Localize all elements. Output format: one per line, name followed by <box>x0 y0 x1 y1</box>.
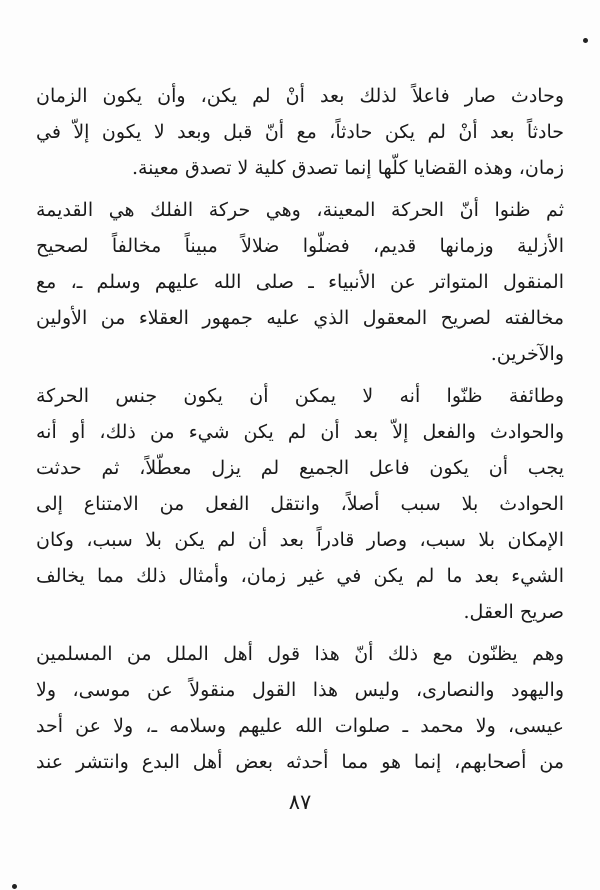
text-line: يجب أن يكون فاعل الجميع لم يزل معطّلاً، ثم حدثت <box>36 457 564 479</box>
text-line: ثم ظنوا أنّ الحركة المعينة، وهي حركة الفلك هي القديمة <box>36 199 564 221</box>
paragraph-2 <box>36 192 564 372</box>
paragraph-3 <box>36 378 564 630</box>
paragraph-4 <box>36 636 564 780</box>
text-line: وهم يظنّون مع ذلك أنّ هذا قول أهل الملل من المسلمين <box>36 643 564 665</box>
text-line: الشيء بعد ما لم يكن في غير زمان، وأمثال ذلك مما يخالف <box>36 565 564 587</box>
text-line: صريح العقل. <box>463 601 564 623</box>
text-line: واليهود والنصارى، وليس هذا القول منقولاً عن موسى، ولا <box>36 679 564 701</box>
page-number: ٨٧ <box>288 790 312 814</box>
text-line: الأزلية وزمانها قديم، فضلّوا ضلالاً مبيناً مخالفاً لصحيح <box>36 235 564 257</box>
text-line: الحوادث بلا سبب أصلاً، وانتقل الفعل من الامتناع إلى <box>36 493 564 515</box>
text-line: زمان، وهذه القضايا كلّها إنما تصدق كلية لا تصدق معينة. <box>131 157 564 179</box>
text-line: والآخرين. <box>490 343 564 365</box>
text-line: والحوادث والفعل إلاّ بعد أن لم يكن شيء من ذلك، أو أنه <box>36 421 564 443</box>
text-line: حادثاً بعد أنْ لم يكن حادثاً، مع أنّ قبل وبعد لا يكون إلاّ في <box>36 121 564 143</box>
corner-mark-top <box>583 38 588 43</box>
text-line: من أصحابهم، إنما هو مما أحدثه بعض أهل البدع وانتشر عند <box>36 751 564 773</box>
text-line: المنقول المتواتر عن الأنبياء ـ صلى الله عليهم وسلم ـ، مع <box>36 271 564 293</box>
text-line: وحادث صار فاعلاً لذلك بعد أنْ لم يكن، وأن يكون الزمان <box>36 85 564 107</box>
corner-mark-bottom <box>12 884 17 889</box>
text-line: وطائفة ظنّوا أنه لا يمكن أن يكون جنس الحركة <box>36 385 564 407</box>
text-line: عيسى، ولا محمد ـ صلوات الله عليهم وسلامه ـ، ولا عن أحد <box>36 715 564 737</box>
paragraph-1 <box>36 78 564 186</box>
text-line: مخالفته لصريح المعقول الذي عليه جمهور العقلاء من الأولين <box>36 307 564 329</box>
text-line: الإمكان بلا سبب، وصار قادراً بعد أن لم يكن بلا سبب، وكان <box>36 529 564 551</box>
